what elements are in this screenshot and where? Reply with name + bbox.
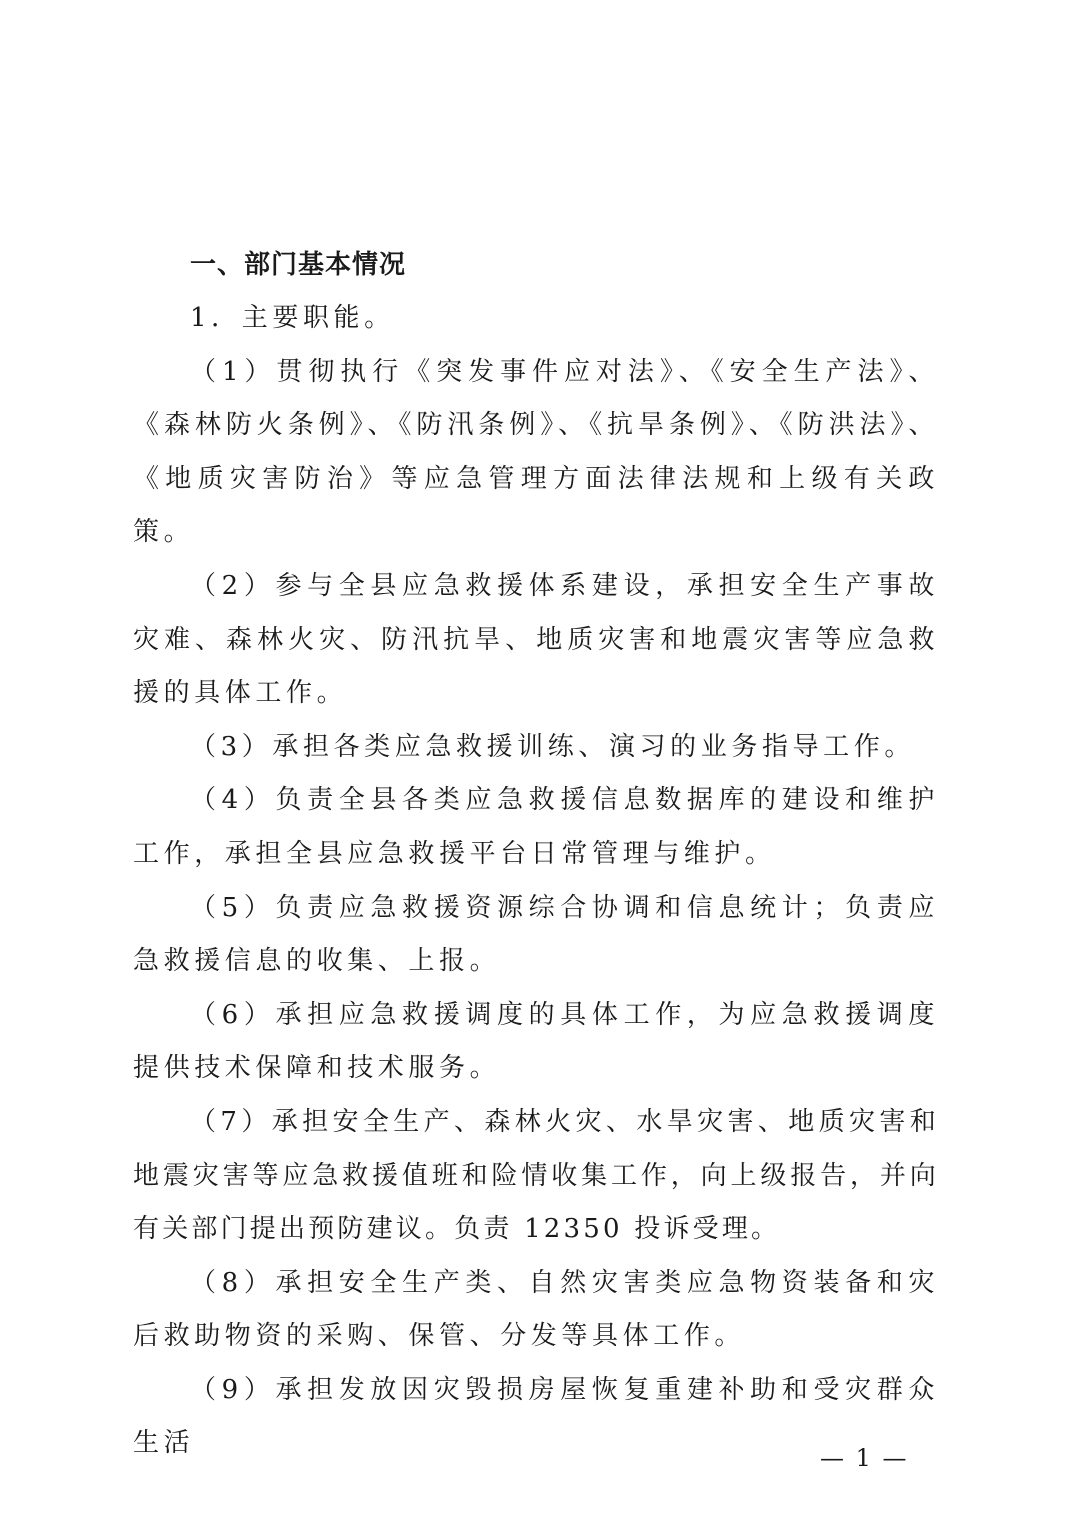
section-heading: 一、部门基本情况 (190, 250, 407, 280)
paragraph-item-3: （3）承担各类应急救援训练、演习的业务指导工作。 (190, 731, 915, 762)
paragraph-item-7: （7）承担安全生产、森林火灾、水旱灾害、地质灾害和地震灾害等应急救援值班和险情收集工作，向上级报告，并向有关部门提出预防建议。负责 12350 投诉受理。 (133, 1106, 939, 1245)
paragraph-item-5: （5）负责应急救援资源综合协调和信息统计；负责应急救援信息的收集、上报。 (133, 892, 939, 977)
paragraph-item-8: （8）承担安全生产类、自然灾害类应急物资装备和灾后救助物资的采购、保管、分发等具体工作。 (133, 1267, 939, 1352)
paragraph-item-9: （9）承担发放因灾毁损房屋恢复重建补助和受灾群众生活 (133, 1374, 939, 1459)
paragraph-item-6: （6）承担应急救援调度的具体工作，为应急救援调度提供技术保障和技术服务。 (133, 999, 939, 1084)
paragraph-item-4: （4）负责全县各类应急救援信息数据库的建设和维护工作，承担全县应急救援平台日常管理与维护。 (133, 785, 939, 869)
paragraph-main-functions: 1．主要职能。 (190, 303, 395, 333)
page-body (133, 238, 939, 1471)
page-number: — 1 — (820, 1444, 909, 1472)
paragraph-item-1: （1）贯彻执行《突发事件应对法》、《安全生产法》、《森林防火条例》、《防汛条例》、《抗旱条例》、《防洪法》、《地质灾害防治》等应急管理方面法律法规和上级有关政策。 (133, 356, 939, 548)
paragraph-item-2: （2）参与全县应急救援体系建设，承担安全生产事故灾难、森林火灾、防汛抗旱、地质灾害和地震灾害等应急救援的具体工作。 (133, 570, 939, 709)
